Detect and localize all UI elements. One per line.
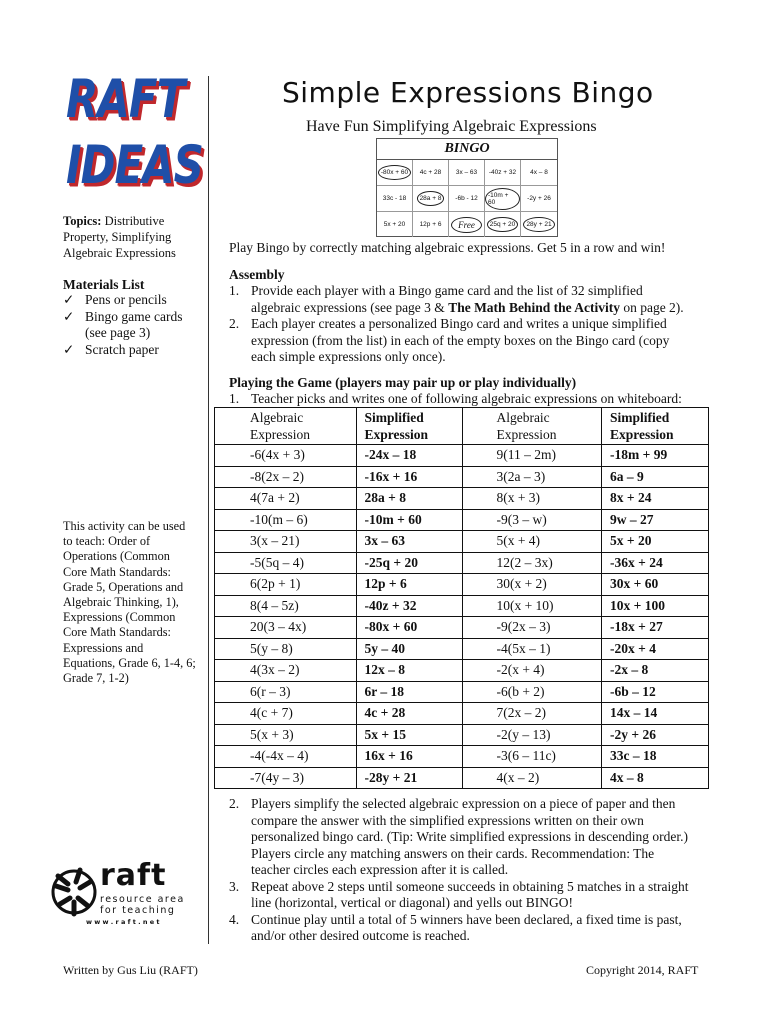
assembly-item-2: 2. Each player creates a personalized Bingo card and writes a unique simplified expression (from the list) in each of the empty boxes on the Bingo card (copy each simple expressions only once). (229, 316, 670, 364)
table-row (215, 552, 709, 574)
algebraic-expression-cell: -4(-4x – 4) (215, 746, 357, 768)
raft-logo-url: w w w . r a f t . n e t (86, 918, 160, 926)
table-row (215, 466, 709, 488)
bingo-free-cell: Free (449, 212, 485, 237)
algebraic-expression-cell: 6(2p + 1) (215, 574, 357, 596)
page-title: Simple Expressions Bingo (282, 76, 654, 109)
table-row (215, 660, 709, 682)
simplified-expression-cell: 5x + 20 (602, 531, 709, 553)
raft-resource-logo (50, 860, 200, 932)
simplified-expression-cell: -40z + 32 (356, 595, 463, 617)
algebraic-expression-cell: 30(x + 2) (463, 574, 602, 596)
algebraic-expression-cell: 4(7a + 2) (215, 488, 357, 510)
topics-block (63, 213, 188, 261)
table-header: Algebraic Expression (463, 408, 602, 445)
bingo-cell: 4c + 28 (413, 160, 449, 186)
simplified-expression-cell: 10x + 100 (602, 595, 709, 617)
simplified-expression-cell: 12x – 8 (356, 660, 463, 682)
table-row (215, 445, 709, 467)
algebraic-expression-cell: -5(5q – 4) (215, 552, 357, 574)
algebraic-expression-cell: 3(2a – 3) (463, 466, 602, 488)
bingo-card-image (376, 138, 558, 237)
hands-icon (50, 862, 98, 922)
simplified-expression-cell: 6r – 18 (356, 681, 463, 703)
bingo-cell: -2y + 26 (521, 186, 557, 212)
column-divider (208, 76, 209, 944)
materials-item: ✓ Bingo game cards (see page 3) (63, 308, 183, 340)
table-row (215, 488, 709, 510)
raft-logo-word: raft (100, 858, 167, 893)
algebraic-expression-cell: 4(x – 2) (463, 767, 602, 789)
algebraic-expression-cell: 10(x + 10) (463, 595, 602, 617)
simplified-expression-cell: -36x + 24 (602, 552, 709, 574)
algebraic-expression-cell: -8(2x – 2) (215, 466, 357, 488)
assembly-list (229, 283, 709, 366)
simplified-expression-cell: 33c – 18 (602, 746, 709, 768)
algebraic-expression-cell: 20(3 – 4x) (215, 617, 357, 639)
table-row (215, 681, 709, 703)
table-header: Algebraic Expression (215, 408, 357, 445)
raft-ideas-logo-line2: IDEAS (66, 134, 203, 196)
algebraic-expression-cell: -4(5x – 1) (463, 638, 602, 660)
footer-copyright: Copyright 2014, RAFT (586, 963, 699, 977)
bingo-cell: 33c - 18 (377, 186, 413, 212)
expressions-table (214, 407, 709, 789)
table-row (215, 767, 709, 789)
playing-title: Playing the Game (players may pair up or play individually) (229, 375, 577, 390)
bingo-cell: -40z + 32 (485, 160, 521, 186)
algebraic-expression-cell: -9(2x – 3) (463, 617, 602, 639)
topics-text: Distributive Property, Simplifying Algebraic Expressions (63, 214, 176, 260)
simplified-expression-cell: -80x + 60 (356, 617, 463, 639)
algebraic-expression-cell: -6(4x + 3) (215, 445, 357, 467)
bingo-cell: -80x + 60 (377, 160, 413, 186)
bingo-cell: -10m + 60 (485, 186, 521, 212)
algebraic-expression-cell: -10(m – 6) (215, 509, 357, 531)
algebraic-expression-cell: 8(x + 3) (463, 488, 602, 510)
algebraic-expression-cell: -2(x + 4) (463, 660, 602, 682)
table-row (215, 617, 709, 639)
footer-author: Written by Gus Liu (RAFT) (63, 963, 198, 977)
simplified-expression-cell: 4x – 8 (602, 767, 709, 789)
simplified-expression-cell: 5y – 40 (356, 638, 463, 660)
raft-logo-line2: for teaching (100, 905, 176, 916)
simplified-expression-cell: 3x – 63 (356, 531, 463, 553)
bingo-cell: 28y + 21 (521, 212, 557, 237)
algebraic-expression-cell: -3(6 – 11c) (463, 746, 602, 768)
bingo-cell: 25q + 20 (485, 212, 521, 237)
bingo-cell: 4x – 8 (521, 160, 557, 186)
playing-item-1: 1. Teacher picks and writes one of following algebraic expressions on whiteboard: (229, 391, 682, 406)
bingo-cell: 12p + 6 (413, 212, 449, 237)
raft-logo-line1: resource area (100, 894, 185, 905)
algebraic-expression-cell: 8(4 – 5z) (215, 595, 357, 617)
playing-item-2: 2. Players simplify the selected algebraic expression on a piece of paper and then compare the answer with the simplified expressions written on their own personalized bingo card. (Tip: Write simplified expressions in descending order.) Players circle any matching answers on their cards. Recommendation: The teacher circles each expression after it is called. (229, 796, 688, 877)
algebraic-expression-cell: 3(x – 21) (215, 531, 357, 553)
simplified-expression-cell: 16x + 16 (356, 746, 463, 768)
table-row (215, 531, 709, 553)
bingo-cell: 5x + 20 (377, 212, 413, 237)
simplified-expression-cell: 8x + 24 (602, 488, 709, 510)
table-row (215, 638, 709, 660)
bingo-cell: 3x – 63 (449, 160, 485, 186)
bingo-cell: 28a + 8 (413, 186, 449, 212)
simplified-expression-cell: 9w – 27 (602, 509, 709, 531)
table-row (215, 703, 709, 725)
simplified-expression-cell: -2x – 8 (602, 660, 709, 682)
algebraic-expression-cell: 5(x + 4) (463, 531, 602, 553)
algebraic-expression-cell: -7(4y – 3) (215, 767, 357, 789)
algebraic-expression-cell: 4(3x – 2) (215, 660, 357, 682)
simplified-expression-cell: -20x + 4 (602, 638, 709, 660)
bingo-card-heading: BINGO (377, 139, 557, 160)
playing-steps (229, 796, 719, 945)
activity-note: This activity can be used to teach: Order of Operations (Common Core Math Standards: Grade 5, Operations and Algebraic Thinking, 1), Expressions (Common Core Math Standards: Expressions and Equations, Grade 6, 1-4, 6; Grade 7, 1-2) (63, 519, 196, 686)
table-row (215, 595, 709, 617)
simplified-expression-cell: 30x + 60 (602, 574, 709, 596)
algebraic-expression-cell: -9(3 – w) (463, 509, 602, 531)
materials-item: ✓ Scratch paper (63, 341, 159, 357)
table-row (215, 574, 709, 596)
materials-title: Materials List (63, 277, 145, 292)
playing-item-4: 4. Continue play until a total of 5 winners have been declared, a fixed time is past, and/or other desired outcome is reached. (229, 911, 682, 943)
simplified-expression-cell: -6b – 12 (602, 681, 709, 703)
simplified-expression-cell: -2y + 26 (602, 724, 709, 746)
playing-item-3: 3. Repeat above 2 steps until someone succeeds in obtaining 5 matches in a straight line (horizontal, vertical or diagonal) and yells out BINGO! (229, 878, 689, 910)
algebraic-expression-cell: 7(2x – 2) (463, 703, 602, 725)
table-row (215, 746, 709, 768)
checkmark-icon: ✓ (63, 341, 75, 357)
materials-list (63, 292, 203, 358)
simplified-expression-cell: 12p + 6 (356, 574, 463, 596)
simplified-expression-cell: 14x – 14 (602, 703, 709, 725)
simplified-expression-cell: -10m + 60 (356, 509, 463, 531)
raft-ideas-logo-line1: RAFT (66, 68, 185, 130)
materials-item: ✓ Pens or pencils (63, 292, 167, 307)
algebraic-expression-cell: 4(c + 7) (215, 703, 357, 725)
algebraic-expression-cell: 6(r – 3) (215, 681, 357, 703)
simplified-expression-cell: -24x – 18 (356, 445, 463, 467)
table-row (215, 509, 709, 531)
checkmark-icon: ✓ (63, 308, 75, 324)
algebraic-expression-cell: 5(y – 8) (215, 638, 357, 660)
simplified-expression-cell: -28y + 21 (356, 767, 463, 789)
simplified-expression-cell: -25q + 20 (356, 552, 463, 574)
simplified-expression-cell: 28a + 8 (356, 488, 463, 510)
table-header: Simplified Expression (602, 408, 709, 445)
algebraic-expression-cell: -2(y – 13) (463, 724, 602, 746)
table-row (215, 724, 709, 746)
simplified-expression-cell: -18m + 99 (602, 445, 709, 467)
bingo-cell: -6b - 12 (449, 186, 485, 212)
simplified-expression-cell: -18x + 27 (602, 617, 709, 639)
checkmark-icon: ✓ (63, 292, 75, 307)
table-header: Simplified Expression (356, 408, 463, 445)
algebraic-expression-cell: -6(b + 2) (463, 681, 602, 703)
table-header-row (215, 408, 709, 445)
assembly-item-1: 1. Provide each player with a Bingo game card and the list of 32 simplified algebraic expressions (see page 3 & The Math Behind the Activity on page 2). (229, 283, 684, 315)
algebraic-expression-cell: 5(x + 3) (215, 724, 357, 746)
simplified-expression-cell: 6a – 9 (602, 466, 709, 488)
simplified-expression-cell: -16x + 16 (356, 466, 463, 488)
page-subtitle: Have Fun Simplifying Algebraic Expressions (306, 118, 597, 135)
algebraic-expression-cell: 9(11 – 2m) (463, 445, 602, 467)
simplified-expression-cell: 4c + 28 (356, 703, 463, 725)
intro-text: Play Bingo by correctly matching algebraic expressions. Get 5 in a row and win! (229, 240, 666, 255)
simplified-expression-cell: 5x + 15 (356, 724, 463, 746)
assembly-title: Assembly (229, 267, 285, 282)
topics-label: Topics: (63, 214, 102, 228)
bingo-card-grid (377, 160, 557, 237)
algebraic-expression-cell: 12(2 – 3x) (463, 552, 602, 574)
